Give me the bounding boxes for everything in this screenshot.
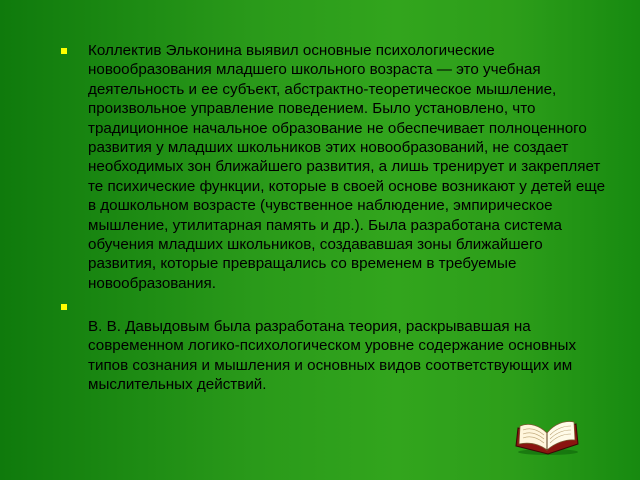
bullet-marker (61, 304, 67, 310)
bullet-list (60, 41, 608, 398)
bullet-marker (61, 48, 67, 54)
open-book-icon (512, 414, 582, 456)
bullet-text: Коллектив Эльконина выявил основные психологические новообразования младшего школьного возраста — это учебная деятельность и ее субъект, абстрактно-теоретическое мышление, произвольное управление поведением. Было установлено, что традиционное начальное образование не обеспечивает полноценного развития у младших школьников этих новообразований, не создает необходимых зон ближайшего развития, а лишь тренирует и закрепляет те психические функции, которые в своей основе возникают у детей еще в дошкольном возрасте (чувственное наблюдение, эмпирическое мышление, утилитарная память и др.). Была разработана система обучения младших школьников, создававшая зоны ближайшего развития, которые превращались со временем в требуемые новообразования. (88, 42, 606, 292)
bullet-text: В. В. Давыдовым была разработана теория, раскрывавшая на современном логико-психологическом уровне содержание основных типов сознания и мышления и основных видов соответствующих им мыслительных действий. (88, 317, 577, 393)
bullet-item (60, 41, 608, 293)
bullet-item (60, 297, 608, 394)
